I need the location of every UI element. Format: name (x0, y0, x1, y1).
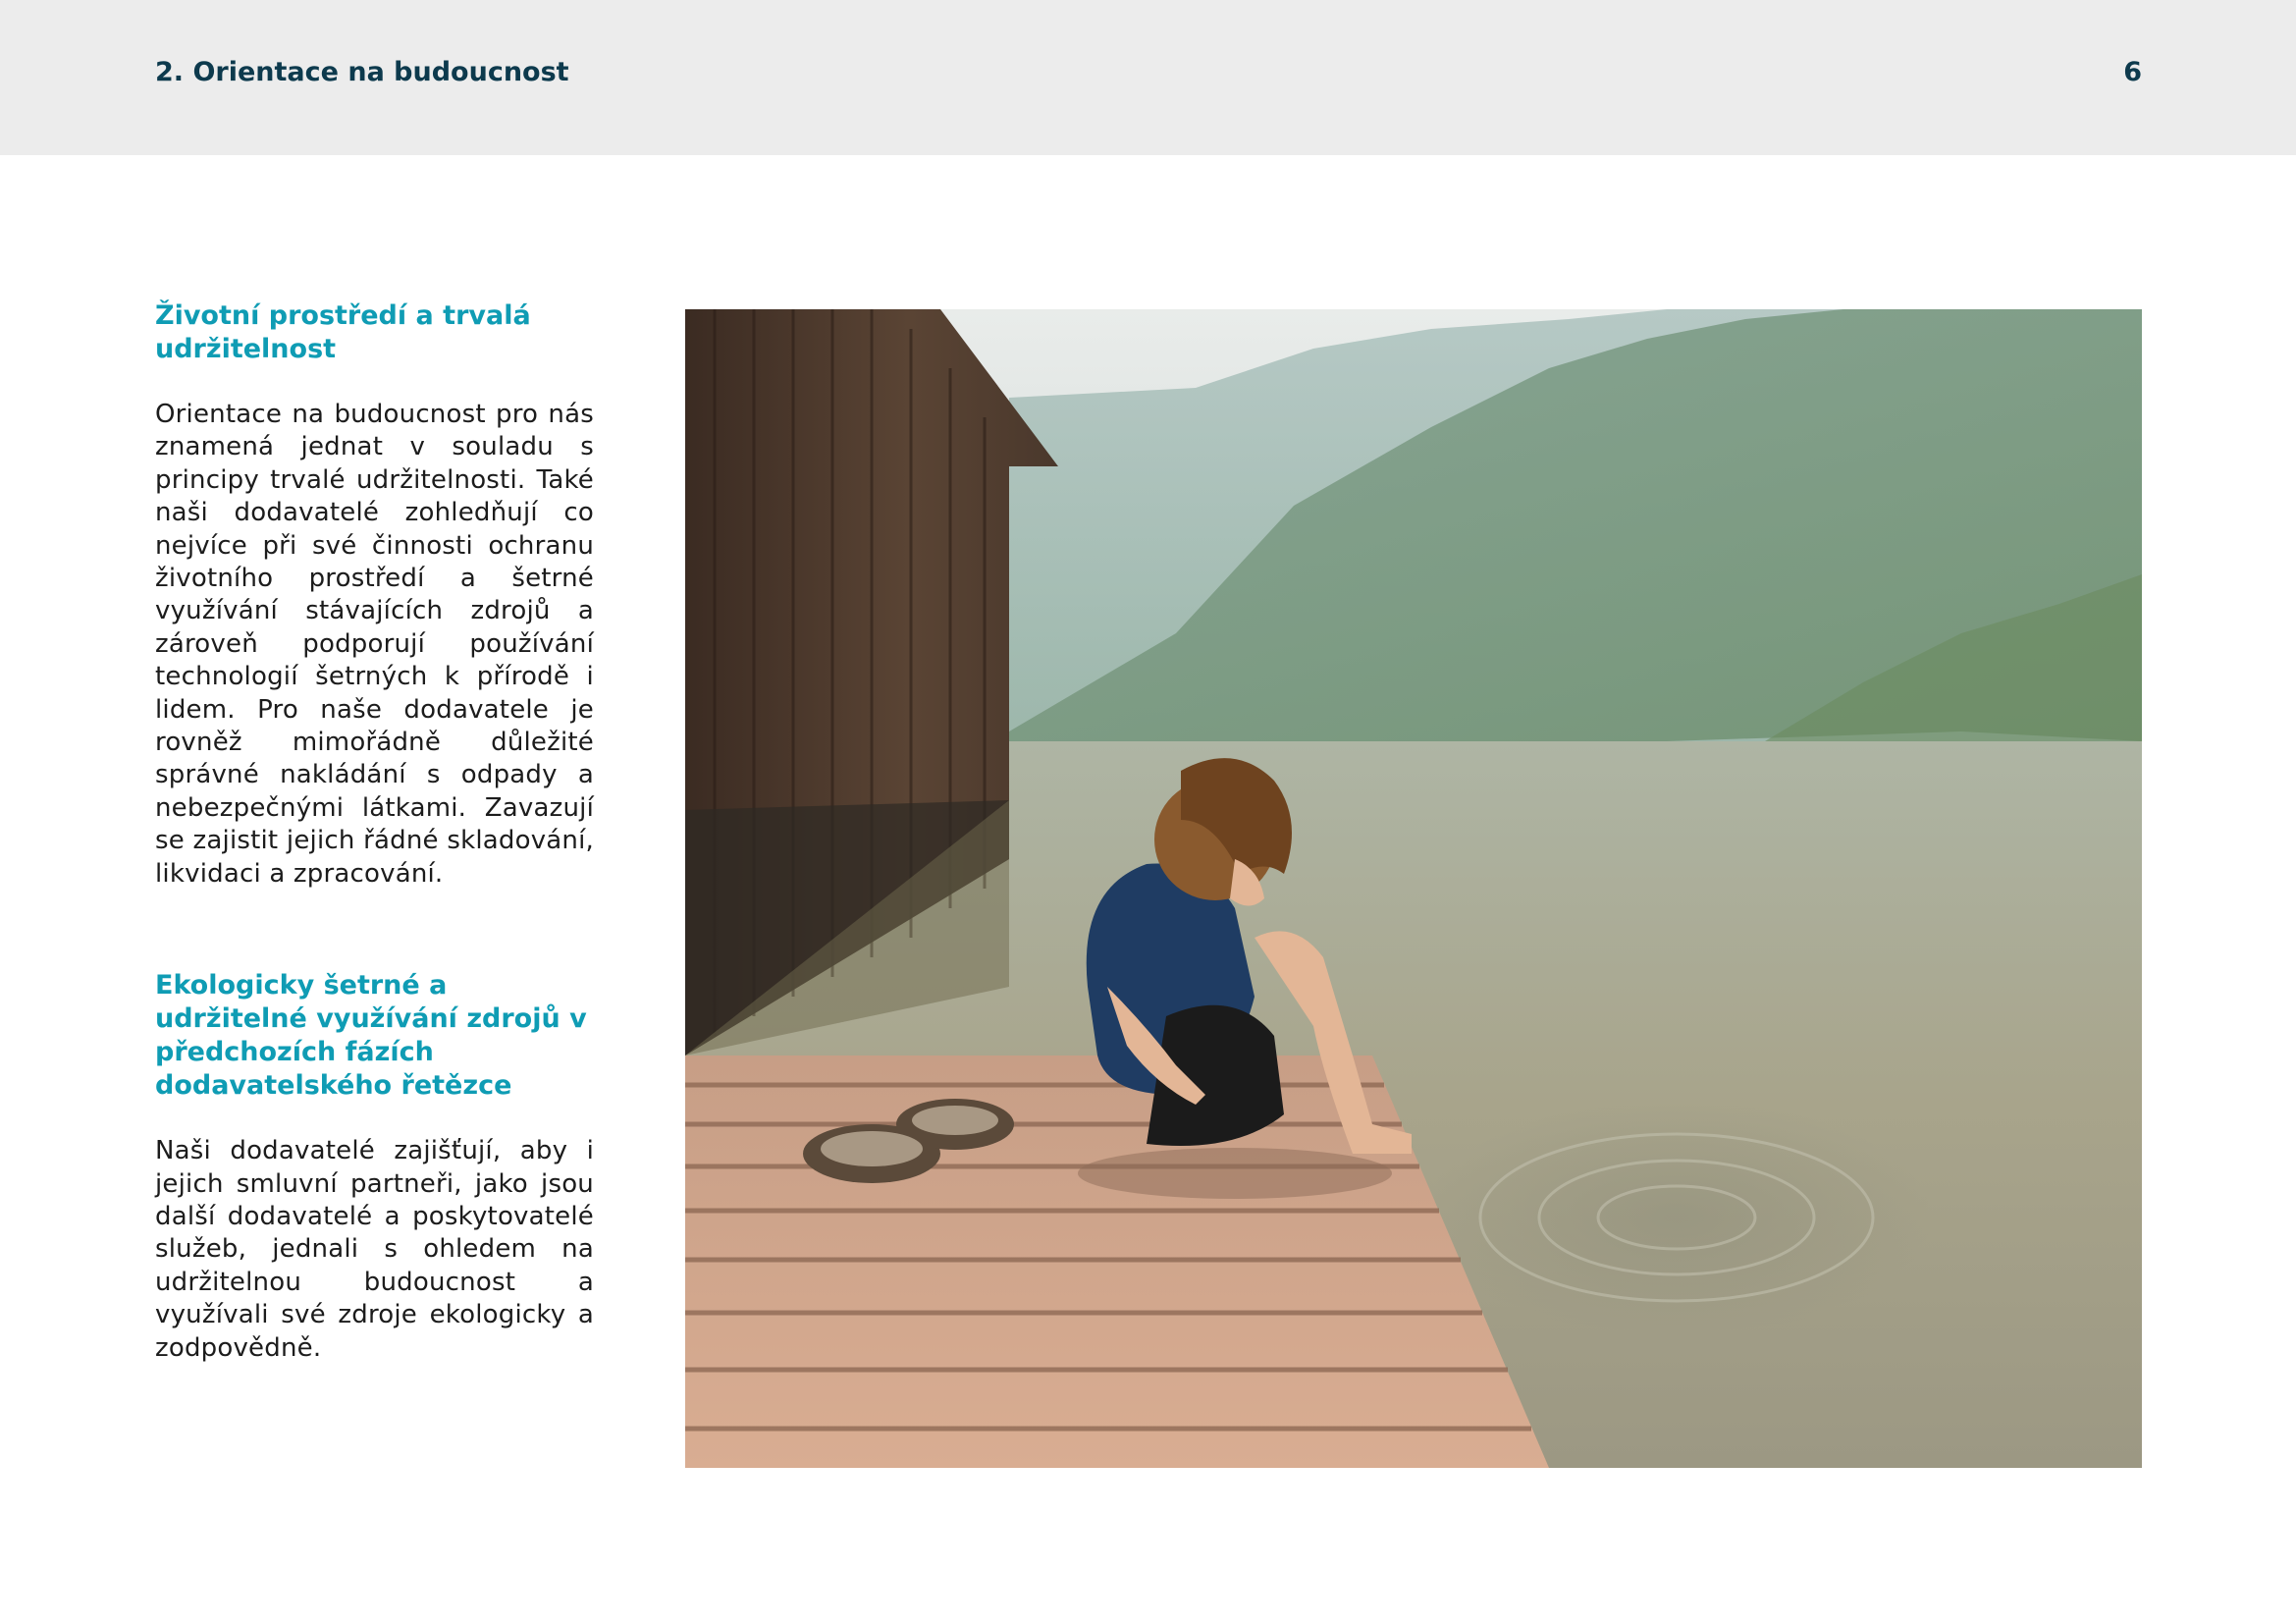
section-heading-environment: Životní prostředí a trvalá udržitelnost (155, 300, 531, 364)
section-body-supply-chain: Naši dodavatelé zajišťují, aby i jejich smluvní partneři, jako jsou další dodavatelé a poskytovatelé služeb, jednali s ohledem na udržitelnou budoucnost a využívali své zdroje ekologicky a zodpovědně. (155, 1136, 594, 1363)
chapter-title: 2. Orientace na budoucnost (155, 57, 569, 87)
section-heading-supply-chain: Ekologicky šetrné a udržitelné využívání zdrojů v předchozích fázích dodavatelského řetězce (155, 970, 587, 1102)
page-header (0, 0, 2296, 155)
lake-photo (685, 309, 2142, 1468)
page-number: 6 (2123, 57, 2142, 87)
text-column (155, 299, 594, 1443)
section-body-environment: Orientace na budoucnost pro nás znamená jednat v souladu s principy trvalé udržitelnosti. Také naši dodavatelé zohledňují co nejvíce při své činnosti ochranu životního prostředí a šetrné využívání stávajících zdrojů a zároveň podporují používání technologií šetrných k přírodě i lidem. Pro naše dodavatele je rovněž mimořádně důležité správné nakládání s odpady a nebezpečnými látkami. Zavazují se zajistit jejich řádné skladování, likvidaci a zpracování. (155, 400, 594, 889)
